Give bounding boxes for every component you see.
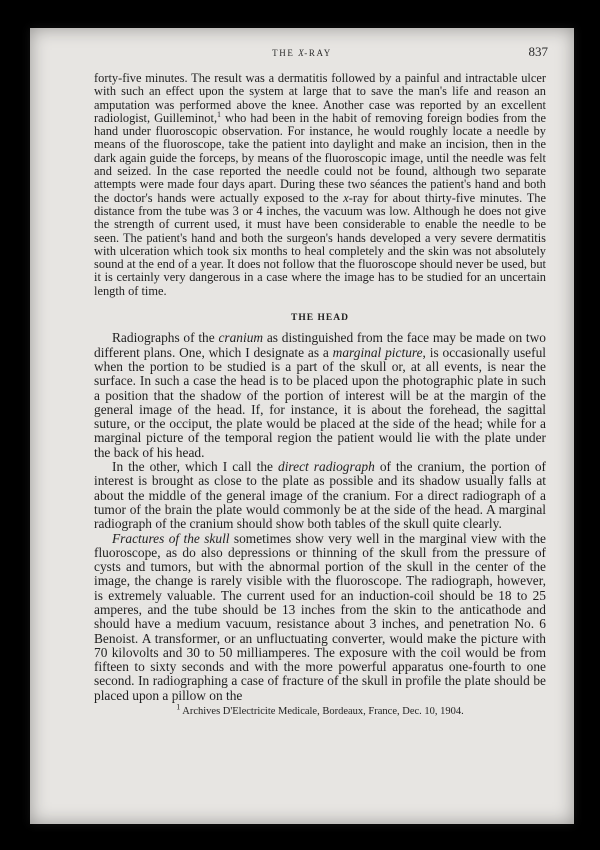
paragraph-cranium bbox=[94, 331, 546, 460]
paragraph-text: of the cranium, the portion of interest is brought as close to the plate as possible and its shadow usually falls at about the middle of the general image of the cranium. For a direct radiograph of a tumor of the brain the plate would commonly be at the side of the head. A marginal radiograph of the cranium should show both tables of the skull quite clearly. bbox=[94, 459, 546, 532]
paragraph-text: , is occasionally useful when the portion to be studied is a part of the skull or, at all events, is near the surface. In such a case the head is to be placed upon the photographic plate in such a position that the shadow of the portion of interest will be at the margin of the general image of the head. If, for instance, it is about the forehead, the sagittal suture, or the occiput, the plate would be placed at the side of the head; while for a marginal picture of the temporal region the patient would lie with the plate under the back of his head. bbox=[94, 344, 546, 460]
page-body bbox=[94, 72, 546, 718]
paragraph-text: In the other, which I call the bbox=[112, 459, 279, 475]
page-header bbox=[30, 44, 574, 64]
footnote-mark: 1 bbox=[176, 702, 181, 712]
running-title-suffix: -RAY bbox=[304, 48, 332, 58]
section-heading: THE HEAD bbox=[291, 313, 349, 324]
paragraph-text: -ray for about thirty-five minutes. The distance from the tube was 3 or 4 inches, the vacuum was low. Although he does not give the strength of current used, it must have been considerable to enable the needle to be seen. The patient's hand and both the surgeon's hands developed a very severe dermatitis with ulceration which took six months to heal completely and the skin was not absolutely sound at the end of a year. It does not follow that the fluoroscope should never be used, but it is certainly very dangerous in a case where the image has to be studied for an uncertain length of time. bbox=[94, 190, 546, 298]
paragraph-text: sometimes show very well in the marginal view with the fluoroscope, as do also depressions or thinning of the skull from the pressure of cysts and tumors, but with the abnormal portion of the skull in the center of the image, the change is rarely visible with the fluoroscope. The radiograph, however, is extremely valuable. The current used for an induction-coil should be 18 to 25 amperes, and the tube should be 13 inches from the skin to the anticathode and should have a medium vacuum, resistance about 3 inches, and penetration No. 6 Benoist. A transformer, or an unfluctuating converter, would make the picture with 70 kilovolts and 30 to 50 milliamperes. The exposure with the coil would be from fifteen to sixty seconds and with the more powerful apparatus one-fourth to one second. In radiographing a case of fracture of the skull in profile the plate should be placed upon a pillow on the bbox=[94, 530, 546, 703]
paragraph-italic: cranium bbox=[218, 330, 264, 346]
paragraph-italic: direct radiograph bbox=[278, 459, 375, 475]
paragraph-text: who had been in the habit of removing foreign bodies from the hand under fluoroscopic observation. For instance, he would roughly locate a needle by means of the fluoroscope, take the patient into daylight and make an incision, then in the dark again guide the forceps, by means of the fluoroscopic image, until the needle was felt and seized. In the case reported the needle could not be found, although two separate attempts were made four days apart. During these two séances the patient's hand and both the doctor's hands were actually exposed to the bbox=[94, 110, 546, 205]
paragraph-text: Radiographs of the bbox=[112, 330, 219, 346]
page-number: 837 bbox=[528, 44, 548, 59]
paragraph-fractures bbox=[94, 532, 546, 704]
paragraph-italic: marginal picture bbox=[332, 344, 423, 360]
running-title-italic: X bbox=[298, 48, 305, 58]
footnote-reference: 1 bbox=[217, 109, 222, 119]
paragraph-italic: Fractures of the skull bbox=[112, 530, 230, 546]
footnote bbox=[94, 702, 546, 718]
paragraph-text: forty-five minutes. The result was a dermatitis followed by a painful and intractable ulcer with such an effect upon the system at large that to save the man's life and reason an amputation was performed above the knee. Another case was reported by an excellent radiologist, Guilleminot, bbox=[94, 71, 546, 125]
paragraph-italic: x bbox=[343, 190, 349, 205]
footnote-text: Archives D'Electricite Medicale, Bordeaux, France, Dec. 10, 1904. bbox=[180, 706, 464, 718]
running-title bbox=[30, 48, 574, 58]
paragraph-continued bbox=[94, 72, 546, 298]
paragraph-text: as distinguished from the face may be made on two different plans. One, which I designate as a bbox=[94, 330, 546, 360]
book-page bbox=[30, 28, 574, 824]
paragraph-direct-radiograph bbox=[94, 460, 546, 531]
running-title-prefix: THE bbox=[272, 48, 299, 58]
